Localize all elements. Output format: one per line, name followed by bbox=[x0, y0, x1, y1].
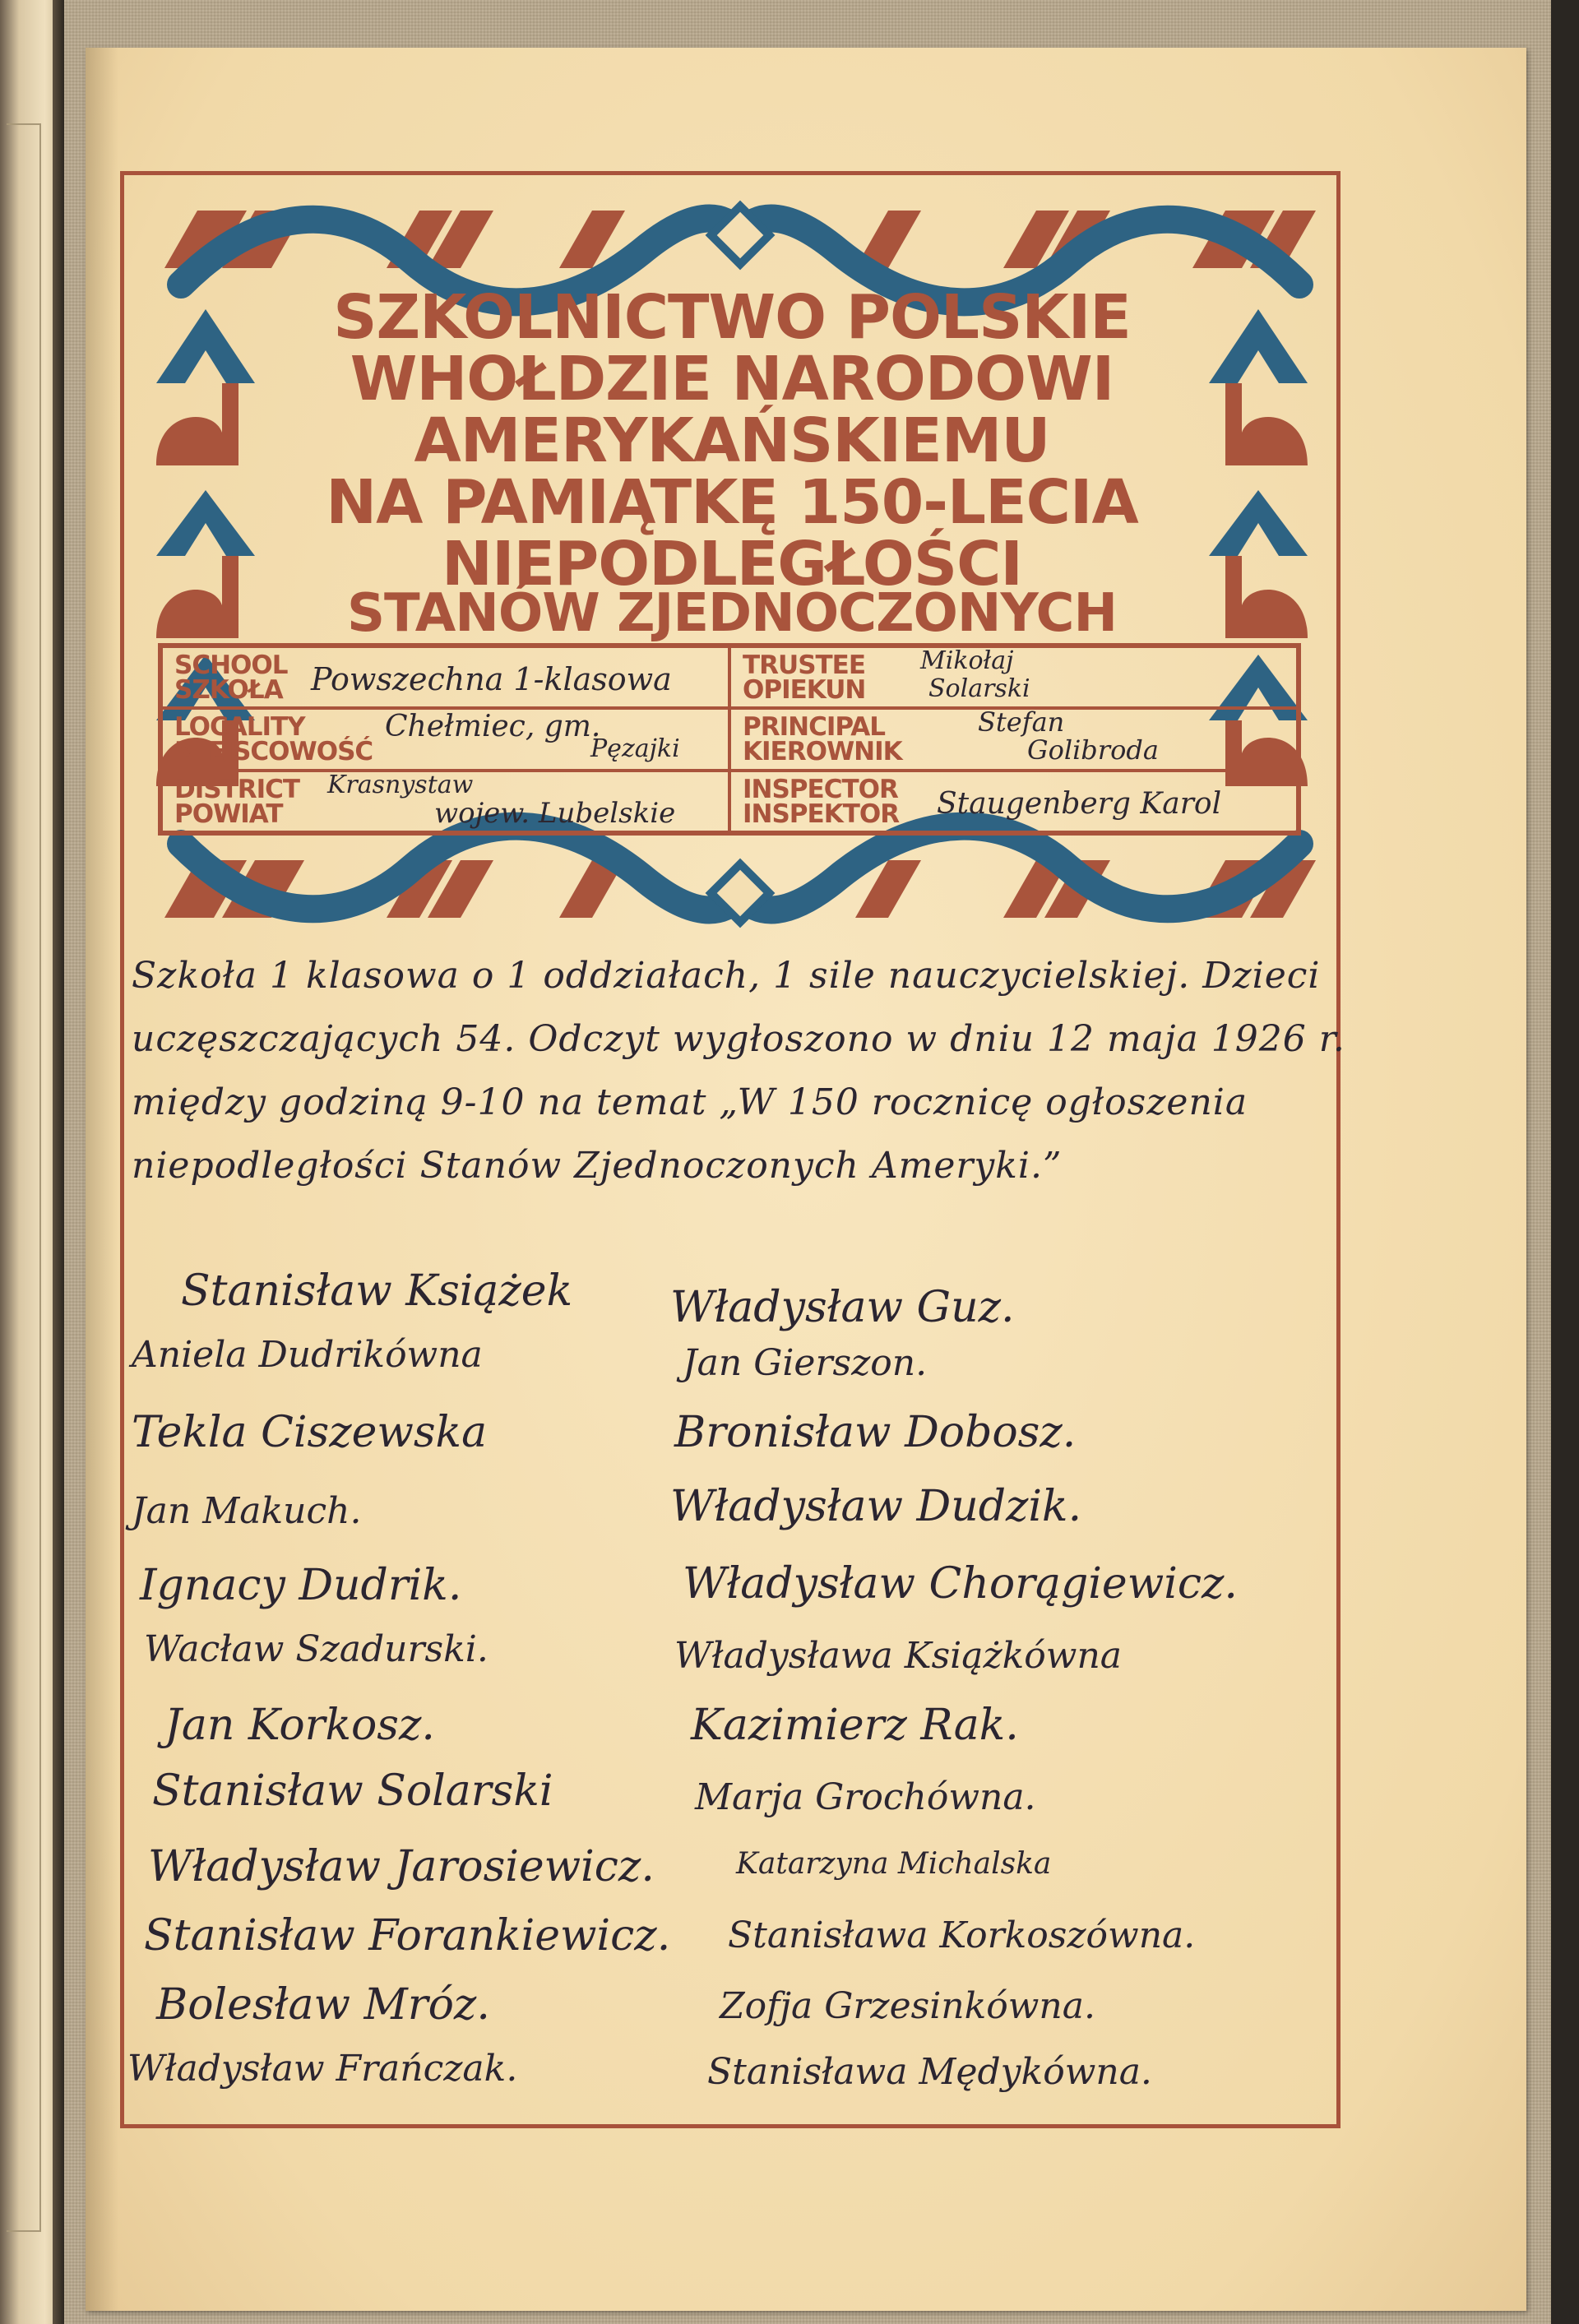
signature-left-6: Wacław Szadurski. bbox=[144, 1628, 489, 1670]
school-cell bbox=[161, 646, 729, 708]
signature-right-6: Władysława Książkówna bbox=[674, 1635, 1123, 1677]
signature-left-3: Tekla Ciszewska bbox=[132, 1408, 488, 1457]
signature-right-11: Zofja Grzesinkówna. bbox=[720, 1985, 1095, 2027]
signature-left-2: Aniela Dudrikówna bbox=[132, 1334, 483, 1376]
paragraph-line-2: uczęszczających 54. Odczyt wygłoszono w dniu 12 maja 1926 r. bbox=[132, 1018, 1345, 1060]
title-line-6: STANÓW ZJEDNOCZONYCH bbox=[346, 583, 1118, 644]
locality-value-1: Chełmiec, gm. bbox=[385, 710, 601, 744]
trustee-cell bbox=[729, 646, 1298, 708]
signature-left-1: Stanisław Książek bbox=[181, 1266, 573, 1316]
signature-left-7: Jan Korkosz. bbox=[164, 1701, 435, 1750]
signature-right-1: Władysław Guz. bbox=[670, 1283, 1015, 1332]
signature-right-12: Stanisława Mędykówna. bbox=[707, 2051, 1152, 2093]
signature-right-7: Kazimierz Rak. bbox=[691, 1701, 1019, 1750]
paragraph-line-1: Szkoła 1 klasowa o 1 oddziałach, 1 sile nauczycielskiej. Dzieci bbox=[132, 955, 1321, 997]
locality-value-2: Pęzajki bbox=[590, 734, 680, 764]
paragraph-line-4: niepodległości Stanów Zjednoczonych Ameryki.” bbox=[132, 1145, 1063, 1187]
locality-cell bbox=[161, 708, 729, 770]
principal-label: PRINCIPAL KIEROWNIK bbox=[743, 712, 902, 767]
signature-left-4: Jan Makuch. bbox=[132, 1490, 362, 1532]
signature-right-3: Bronisław Dobosz. bbox=[674, 1408, 1077, 1457]
signature-right-5: Władysław Chorągiewicz. bbox=[683, 1559, 1238, 1609]
district-value-1: Krasnystaw bbox=[327, 770, 474, 799]
paragraph-line-3: między godziną 9-10 na temat „W 150 rocznicę ogłoszenia bbox=[132, 1081, 1248, 1123]
signature-left-8: Stanisław Solarski bbox=[152, 1766, 553, 1816]
signature-right-8: Marja Grochówna. bbox=[695, 1776, 1036, 1818]
trustee-value-last: Solarski bbox=[928, 674, 1030, 703]
inspector-label: INSPECTOR INSPEKTOR bbox=[743, 774, 900, 829]
principal-value-first: Stefan bbox=[978, 708, 1065, 738]
signature-left-12: Władysław Frańczak. bbox=[127, 2048, 518, 2090]
trustee-value-first: Mikołaj bbox=[920, 646, 1014, 675]
title-line-5: NIEPODLEGŁOŚCI bbox=[442, 529, 1022, 600]
locality-label: LOCALITY MIEJSCOWOŚĆ bbox=[174, 712, 373, 767]
signature-left-10: Stanisław Forankiewicz. bbox=[144, 1911, 671, 1961]
signature-left-11: Bolesław Mróz. bbox=[156, 1980, 490, 2030]
district-value-2: wojew. Lubelskie bbox=[434, 796, 676, 830]
signature-left-9: Władysław Jarosiewicz. bbox=[148, 1842, 655, 1891]
title-block bbox=[148, 194, 1316, 644]
inspector-value: Staugenberg Karol bbox=[937, 786, 1222, 821]
signature-right-4: Władysław Dudzik. bbox=[670, 1482, 1082, 1531]
principal-value-last: Golibroda bbox=[1027, 734, 1159, 766]
principal-cell bbox=[729, 708, 1298, 770]
title-line-4: NA PAMIĄTKĘ 150-LECIA bbox=[326, 467, 1138, 538]
title-line-3: AMERYKAŃSKIEMU bbox=[414, 405, 1050, 476]
trustee-label: TRUSTEE OPIEKUN bbox=[743, 650, 866, 705]
school-label: SCHOOL SZKOŁA bbox=[174, 650, 288, 705]
school-value: Powszechna 1-klasowa bbox=[311, 661, 672, 697]
district-label: DISTRICT POWIAT bbox=[174, 774, 300, 829]
school-info-table bbox=[158, 643, 1301, 836]
adjacent-page-rule bbox=[7, 123, 41, 2232]
signature-right-9: Katarzyna Michalska bbox=[736, 1847, 1052, 1881]
signature-right-10: Stanisława Korkoszówna. bbox=[728, 1914, 1196, 1956]
title-line-1: SZKOLNICTWO POLSKIE bbox=[333, 282, 1131, 353]
title-line-2: WHOŁDZIE NARODOWI bbox=[350, 344, 1114, 414]
inspector-cell bbox=[729, 771, 1298, 832]
adjacent-page-edge bbox=[0, 0, 64, 2324]
signature-right-2: Jan Gierszon. bbox=[683, 1342, 928, 1384]
binding-shadow bbox=[86, 48, 118, 2311]
book-spine-shadow bbox=[53, 0, 64, 2324]
district-cell bbox=[161, 771, 729, 832]
signature-left-5: Ignacy Dudrik. bbox=[140, 1561, 462, 1610]
handwritten-paragraph bbox=[132, 944, 1345, 1197]
